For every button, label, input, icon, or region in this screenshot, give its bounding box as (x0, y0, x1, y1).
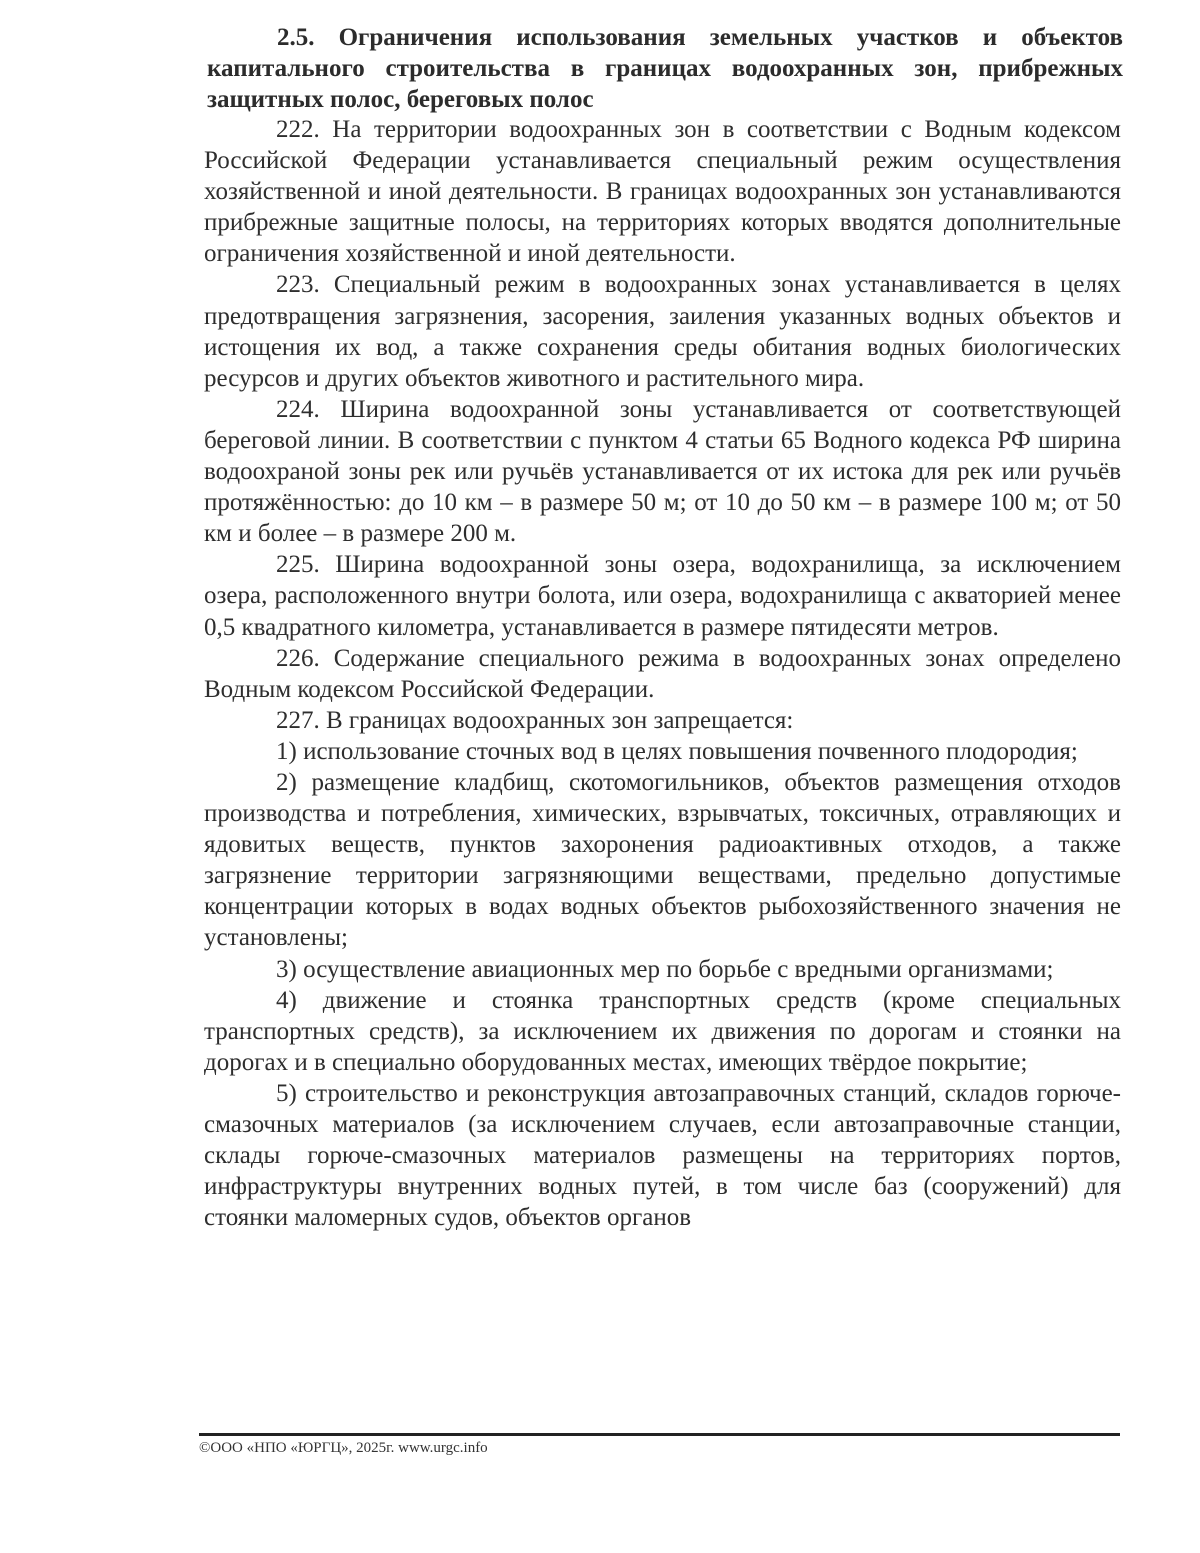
document-body (204, 114, 1121, 1233)
paragraph-223: 223. Специальный режим в водоохранных зонах устанавливается в целях предотвращения загрязнения, засорения, заиления указанных водных объектов и истощения их вод, а также сохранения среды обитания водных биологических ресурсов и других объектов животного и растительного мира. (204, 271, 1121, 392)
footer-divider (199, 1433, 1120, 1436)
list-item-3: 3) осуществление авиационных мер по борьбе с вредными организмами; (276, 955, 1054, 983)
list-item-4: 4) движение и стоянка транспортных средств (кроме специальных транспортных средств), за исключением их движения по дорогам и стоянки на дорогах и в специально оборудованных местах, имеющих твёрдое покрытие; (204, 986, 1121, 1076)
paragraph-222: 222. На территории водоохранных зон в соответствии с Водным кодексом Российской Федерации устанавливается специальный режим осуществления хозяйственной и иной деятельности. В границах водоохранных зон устанавливаются прибрежные защитные полосы, на территориях которых вводятся дополнительные ограничения хозяйственной и иной деятельности. (204, 116, 1121, 268)
paragraph-227: 227. В границах водоохранных зон запрещается: (276, 706, 794, 734)
paragraph-225: 225. Ширина водоохранной зоны озера, водохранилища, за исключением озера, расположенного внутри болота, или озера, водохранилища с акваторией менее 0,5 квадратного километра, устанавливается в размере пятидесяти метров. (204, 551, 1121, 641)
list-item-5: 5) строительство и реконструкция автозаправочных станций, складов горюче-смазочных материалов (за исключением случаев, если автозаправочные станции, склады горюче-смазочных материалов размещены на территориях портов, инфраструктуры внутренних водных путей, в том числе баз (сооружений) для стоянки маломерных судов, объектов органов (204, 1079, 1121, 1232)
paragraph-224: 224. Ширина водоохранной зоны устанавливается от соответствующей береговой линии. В соответствии с пунктом 4 статьи 65 Водного кодекса РФ ширина водоохраной зоны рек или ручьёв устанавливается от их истока для рек или ручьёв протяжённостью: до 10 км – в размере 50 м; от 10 до 50 км – в размере 100 м; от 50 км и более – в размере 200 м. (204, 395, 1121, 548)
footer-copyright: ©ООО «НПО «ЮРГЦ», 2025г. www.urgc.info (199, 1440, 488, 1456)
list-item-2: 2) размещение кладбищ, скотомогильников, объектов размещения отходов производства и потребления, химических, взрывчатых, токсичных, отравляющих и ядовитых веществ, пунктов захоронения радиоактивных отходов, а также загрязнение территории загрязняющими веществами, предельно допустимые концентрации которых в водах водных объектов рыбохозяйственного значения не установлены; (204, 768, 1121, 952)
section-heading: 2.5. Ограничения использования земельных участков и объектов капитального строительства в границах водоохранных зон, прибрежных защитных полос, береговых полос (207, 24, 1123, 113)
paragraph-226: 226. Содержание специального режима в водоохранных зонах определено Водным кодексом Российской Федерации. (204, 644, 1121, 703)
list-item-1: 1) использование сточных вод в целях повышения почвенного плодородия; (276, 737, 1078, 765)
